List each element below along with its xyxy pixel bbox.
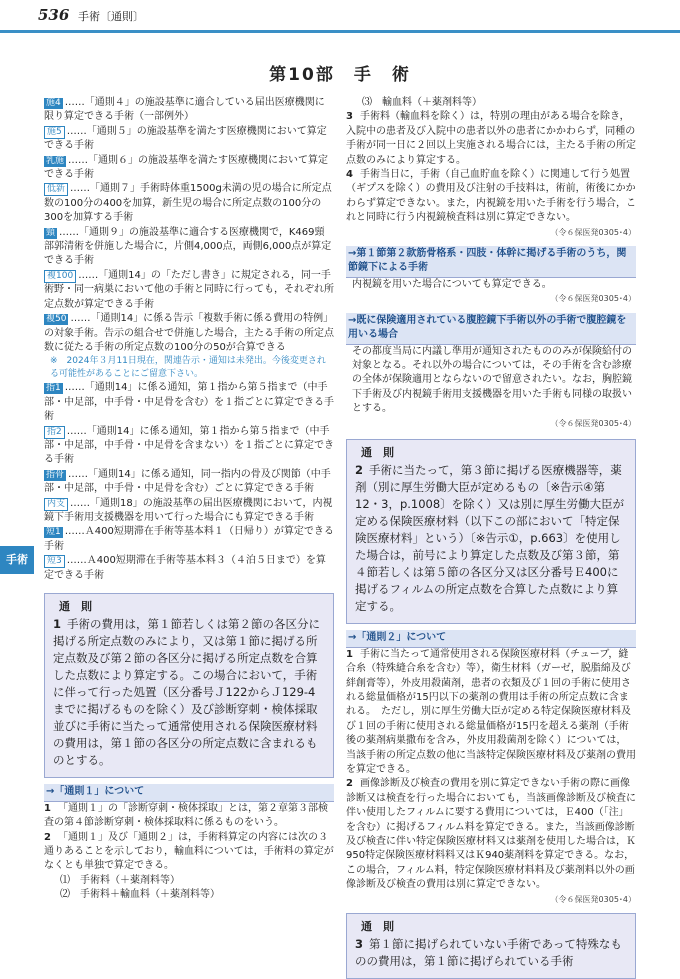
marker-text: ……Ａ400短期滞在手術等基本料３（４泊５日まで）を算定できる手術 — [44, 555, 326, 581]
marker-tag: 指骨 — [46, 469, 65, 480]
item-text: 「通則１」及び「通則２」は，手術料算定の内容には次の３通りあることを示しており，輸血料については，手術料の算定がなくとも単独で算定できる。 — [44, 831, 334, 872]
marker-text: ……「通則６」の施設基準を満たす医療機関において算定できる手術 — [44, 154, 329, 181]
item-number: 1 — [44, 802, 51, 814]
left-items-item — [44, 312, 334, 355]
item-number: 2 — [346, 778, 353, 790]
reference: （令６保医発0305･4） — [550, 894, 636, 904]
marker-text: ……「通則７」手術時体重1500g未満の児の場合に所定点数の100分の400を加算，新生児の場合に所定点数の100分の300を加算する手術 — [44, 183, 332, 224]
box-text: 1 手術の費用は，第１節若しくは第２節の各区分に掲げる所定点数のみにより，又は第１節に掲げる所定点数及び第２節の各区分に掲げる所定点数を合算した点数により算定する。この場合において，手術に伴って行った処置（区分番号Ｊ122からＪ129-4までに掲げるものを除く）及び診断穿刺・検体採取並びに手術に当たって通常使用される保険医療材料の費用は，第１節の各区分の所定点数に含まれるものとする。 — [53, 617, 320, 768]
item-number: 4 — [346, 169, 353, 181]
marker-tag: 内支 — [44, 498, 68, 511]
header-rule — [0, 30, 680, 33]
section-heading-4: →「通則２」について — [346, 630, 636, 647]
marker-text: ……「通則14」に係る通知，同一指内の骨及び関節（中手部・中足部，中手骨・中足骨を含む）ごとに算定できる手術 — [44, 468, 331, 495]
marker-tag: 指1 — [46, 383, 61, 394]
left-items-item — [44, 182, 334, 225]
item-text: 手術に当たって通常使用される保険医療材料（チューブ，縫合糸（特殊縫合糸を含む）等），衛生材料（ガーゼ，脱脂綿及び絆創膏等），外皮用殺菌剤，患者の衣類及び１回の手術に使用される総量価格が15円以下の薬剤の費用は手術の所定点数に含まれる。 ただし，別に厚生労働大臣が定める特定保険医療材料及び１回の手術に使用される総量価格が15円を超える薬剤（手術後の薬剤病巣撒布を含み，外皮用殺菌剤を除く）については，当該手術の所定点数の他に当該特定保険医療材料及び薬剤の費用を算定できる。 — [346, 648, 636, 775]
box-text: 3 第１節に掲げられていない手術であって特殊なものの費用は，第１節に掲げられている手術 — [355, 937, 622, 969]
reference: （令６保医発0305･4） — [550, 294, 636, 304]
marker-text: ……Ａ400短期滞在手術等基本料１（日帰り）が算定できる手術 — [44, 526, 334, 552]
left-items-item — [44, 96, 334, 125]
item-text: 手術当日に，手術（自己血貯血を除く）に関連して行う処置（ギプスを除く）の費用及び注射の手技料は，術前，術後にかかわらず算定できない。また，内視鏡を用いた手術を行う場合，これと同時に行う内視鏡検査料は別に算定できない。 — [346, 169, 636, 224]
left-items-item — [44, 269, 334, 312]
section-text: 内視鏡を用いた場合についても算定できる。 — [352, 278, 552, 290]
item-text: 「通則１」の「診断穿刺・検体採取」とは，第２章第３部検査の第４節診断穿刺・検体採取料に係るものをいう。 — [44, 802, 328, 829]
marker-tag: 乳施 — [46, 155, 65, 166]
item-text: 画像診断及び検査の費用を別に算定できない手術の際に画像診断又は検査を行った場合においても，当該画像診断及び検査に伴い使用したフィルムに要する費用については，Ｅ400（「注」を含む）に掲げるフィルム料を算定できる。また，当該画像診断及び検査に伴い特定保険医療材料又は薬剤を使用した場合は，Ｋ950特定保険医療材料料又はＫ940薬剤料を算定できる。なお，この場合，フィルム料，特定保険医療材料料及び薬剤料以外の画像診断及び検査の費用は別に算定できない。 — [346, 778, 636, 891]
item-text: 手術料（輸血料を除く）は，特別の理由がある場合を除き，入院中の患者及び入院中の患者以外の患者にかかわらず，同種の手術が同一日に２回以上実施される場合には，主たる手術の所定点数のみにより算定する。 — [346, 111, 636, 166]
page-number: 536 — [38, 6, 70, 24]
left-items2-item — [44, 468, 334, 497]
marker-text: ……「通則９」の施設基準に適合する医療機関で，K469頸部郭清術を併施した場合に，片側4,000点，両側6,000点が算定できる手術 — [44, 226, 332, 267]
section-text: その都度当局に内議し準用が通知されたもののみが保険給付の対象となる。それ以外の場合については，その手術を含む診療の全体が保険適用とならないので留意されたい。なお，胸腔鏡下手術及び内視鏡手術用支援機器を用いた手術も同様の取扱いとする。 — [352, 345, 632, 415]
note: ※ 2024年３月11日現在，関連告示・通知は未発出。今後変更される可能性があることにご留意下さい。 — [50, 356, 326, 380]
marker-tag: 施5 — [44, 126, 65, 139]
left-items2-item — [44, 554, 334, 583]
box-title: 通 則 — [361, 445, 394, 459]
rule-box-2 — [346, 439, 636, 624]
marker-tag: 複100 — [44, 270, 76, 283]
rule-box-1 — [44, 593, 334, 778]
marker-tag: 頸 — [46, 227, 56, 238]
section-heading-2: →第１節第２款筋骨格系・四肢・体幹に掲げる手術のうち，関節鏡下による手術 — [346, 246, 636, 278]
sub-item-1: ⑴ 手術料（＋薬剤料等） — [60, 874, 180, 886]
marker-tag: 低新 — [44, 183, 68, 196]
sub-item-3: ⑶ 輸血料（＋薬剤料等） — [362, 97, 482, 108]
right-column — [346, 96, 636, 979]
numbered-item — [44, 831, 334, 874]
reference: （令６保医発0305･4） — [550, 227, 636, 237]
marker-tag: 施4 — [46, 98, 61, 108]
rule-box-3 — [346, 913, 636, 979]
left-items-item — [44, 154, 334, 183]
marker-text: ……「通則14」の「ただし書き」に規定される，同一手術野・同一病巣において他の手術と同時に行っても，それぞれ所定点数が算定できる手術 — [44, 269, 334, 310]
marker-text: ……「通則14」に係る通知，第１指から第５指まで（中手部・中足部，中手骨・中足骨を含む）を１指ごとに算定できる手術 — [44, 382, 334, 423]
marker-tag: 複50 — [46, 314, 67, 325]
marker-text: ……「通則14」に係る告示「複数手術に係る費用の特例」の対象手術。告示の組合せで併施した場合，主たる手術の所定点数に従たる手術の所定点数の100分の50が合算できる — [44, 313, 334, 353]
left-items2-item — [44, 425, 334, 468]
left-items2-item — [44, 525, 334, 554]
item-number: 1 — [346, 648, 353, 660]
item-number: 2 — [44, 831, 51, 843]
section-heading-3: →既に保険適用されている腹腔鏡下手術以外の手術で腹腔鏡を用いる場合 — [346, 313, 636, 345]
numbered-item — [346, 777, 636, 892]
item-number: 3 — [346, 111, 353, 123]
marker-text: ……「通則18」の施設基準の届出医療機関において，内視鏡下手術用支援機器を用いて行った場合にも算定できる手術 — [44, 497, 333, 523]
marker-text: ……「通則14」に係る通知，第１指から第５指まで（中手部・中足部，中手骨・中足骨を含まない）を１指ごとに算定できる手術 — [44, 425, 334, 466]
marker-tag: 指2 — [44, 426, 65, 439]
marker-text: ……「通則５」の施設基準を満たす医療機関において算定できる手術 — [44, 125, 327, 152]
left-items2-item — [44, 381, 334, 424]
box-text: 2 手術に当たって，第３節に掲げる医療機器等，薬剤（別に厚生労働大臣が定めるもの〔※告示④第12・3，p.1008〕を除く）又は別に厚生労働大臣が定める保険医療材料（以下この部において「特定保険医療材料」という）〔※告示①，p.663〕を使用した場合は，前号により算定した点数及び第３節，第４節若しくは第５節の各区分又は区分番号Ｅ400に掲げるフィルムの所定点数を合算した点数により算定する。 — [355, 463, 625, 614]
marker-tag: 短3 — [44, 555, 65, 568]
numbered-item — [346, 648, 636, 778]
reference: （令６保医発0305･4） — [550, 418, 636, 428]
left-items-item — [44, 125, 334, 154]
marker-text: ……「通則４」の施設基準に適合している届出医療機関に限り算定できる手術（一部例外） — [44, 97, 325, 123]
box-title: 通 則 — [361, 920, 394, 934]
page-header — [0, 0, 680, 30]
left-column — [44, 96, 334, 903]
side-tab[interactable]: 手術 — [0, 546, 34, 574]
page-title: 第10部 手 術 — [269, 65, 411, 85]
left-items2-item — [44, 497, 334, 526]
numbered-item — [44, 802, 334, 831]
left-items-item — [44, 226, 334, 269]
numbered-item — [346, 110, 636, 168]
numbered-item — [346, 168, 636, 226]
marker-tag: 短1 — [46, 527, 61, 538]
section-heading-1: →「通則１」について — [44, 784, 334, 801]
header-title: 手術〔通則〕 — [78, 10, 144, 23]
box-title: 通 則 — [59, 600, 92, 613]
sub-item-2: ⑵ 手術料＋輸血料（＋薬剤料等） — [60, 889, 220, 901]
